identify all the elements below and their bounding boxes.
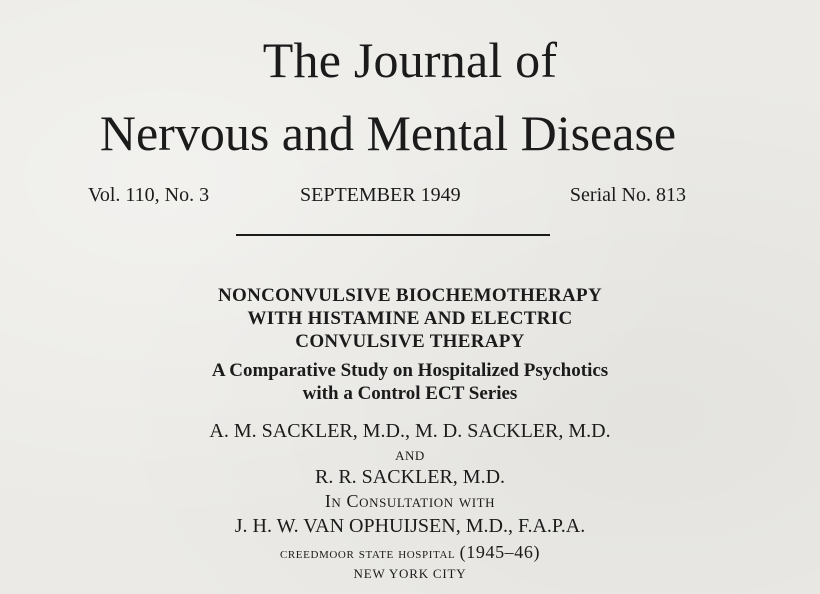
article-subtitle-line: A Comparative Study on Hospitalized Psychotics (211, 360, 609, 381)
article-subtitle (0, 359, 820, 405)
journal-title-line-1: The Journal of (262, 32, 558, 88)
masthead-row (88, 182, 686, 208)
hospital-name: creedmoor state hospital (279, 546, 456, 562)
article-title-line: NONCONVULSIVE BIOCHEMOTHERAPY (218, 285, 602, 306)
serial-number: Serial No. 813 (569, 184, 686, 206)
consultation-line: In Consultation with (324, 491, 496, 511)
issue-date: SEPTEMBER 1949 (300, 184, 461, 206)
divider-rule (236, 234, 550, 236)
authors-line-2: R. R. SACKLER, M.D. (314, 466, 506, 488)
authors-line-1: A. M. SACKLER, M.D., M. D. SACKLER, M.D. (209, 420, 611, 442)
article-title-line: CONVULSIVE THERAPY (295, 331, 525, 352)
article-title (0, 284, 820, 353)
journal-title-line-2: Nervous and Mental Disease (99, 105, 677, 161)
hospital-line (0, 542, 820, 564)
city-line: NEW YORK CITY (353, 566, 467, 581)
authors-line-3: J. H. W. VAN OPHUIJSEN, M.D., F.A.P.A. (234, 515, 586, 537)
hospital-years: (1945–46) (459, 542, 541, 562)
article-title-line: WITH HISTAMINE AND ELECTRIC (247, 308, 573, 329)
volume-number: Vol. 110, No. 3 (88, 184, 210, 206)
article-subtitle-line: with a Control ECT Series (302, 383, 518, 404)
and-conjunction: AND (395, 448, 425, 463)
